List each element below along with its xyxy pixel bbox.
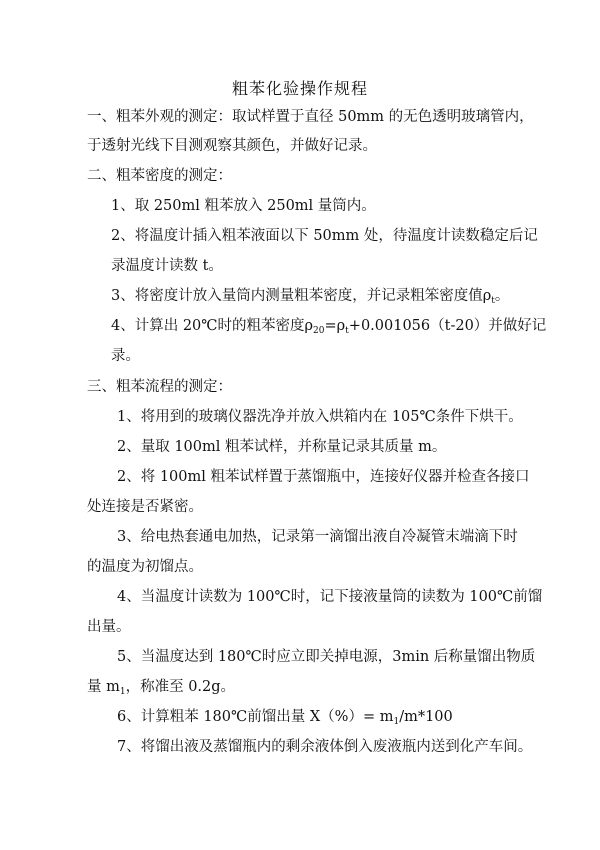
section3-step2a: 2、量取 100ml 粗苯试样，并称量记录其质量 m。	[117, 439, 447, 455]
section2-step4-sub2: t	[345, 326, 349, 336]
section2-step3-text: 3、将密度计放入量筒内测量粗苯密度，并记录粗笨密度值ρ	[111, 288, 492, 304]
section2-heading: 二、粗苯密度的测定：	[87, 168, 232, 184]
section2-step4-sub1: 20	[313, 326, 325, 336]
section2-step4-line2: 录。	[111, 348, 140, 364]
section3-step4-line1: 4、当温度计读数为 100℃时，记下接液量筒的读数为 100℃前馏	[117, 589, 543, 605]
section2-step4-part3: +0.001056（t-20）并做好记	[348, 318, 547, 334]
section2-step4-part2: =ρ	[324, 318, 346, 334]
section2-step2-line2: 录温度计读数 t。	[111, 258, 223, 274]
section3-step3-line2: 的温度为初馏点。	[87, 559, 203, 575]
section3-step1: 1、将用到的玻璃仪器洗净并放入烘箱内在 105℃条件下烘干。	[117, 409, 523, 425]
section3-step4-line2: 出量。	[87, 619, 131, 635]
section2-step3-subscript: t	[491, 296, 495, 306]
section3-step2b-line1: 2、将 100ml 粗苯试样置于蒸馏瓶中，连接好仪器并检查各接口	[117, 469, 530, 485]
section3-step2b-line2: 处连接是否紧密。	[87, 499, 203, 515]
section2-step2-line1: 2、将温度计插入粗苯液面以下 50mm 处，待温度计读数稳定后记	[111, 228, 538, 244]
section3-step7: 7、将馏出液及蒸馏瓶内的剩余液体倒入废液瓶内送到化产车间。	[117, 739, 533, 755]
section2-step4-part1: 4、计算出 20℃时的粗苯密度ρ	[111, 318, 314, 334]
document-title: 粗苯化验操作规程	[231, 79, 368, 98]
section1-line2: 于透射光线下目测观察其颜色，并做好记录。	[87, 138, 377, 154]
section3-step5-mass-sub: 1	[119, 687, 126, 697]
section2-step3-end: 。	[494, 288, 510, 304]
section2-step1: 1、取 250ml 粗苯放入 250ml 量筒内。	[111, 198, 376, 214]
section3-step6	[117, 707, 453, 732]
section3-step6-formula: /m*100	[399, 709, 453, 725]
section1-line1: 一、粗苯外观的测定：取试样置于直径 50mm 的无色透明玻璃管内，	[87, 109, 534, 125]
section3-step3-line1: 3、给电热套通电加热，记录第一滴馏出液自冷凝管末端滴下时	[117, 529, 518, 545]
section2-step3	[111, 286, 509, 311]
section3-step5-mass-label: 量 m	[87, 679, 120, 695]
section3-step5-precision: ，称准至 0.2g。	[125, 679, 236, 695]
section3-step5-line1: 5、当温度达到 180℃时应立即关掉电源，3min 后称量馏出物质	[117, 649, 536, 665]
section3-step6-sub: 1	[393, 717, 400, 727]
section3-heading: 三、粗苯流程的测定：	[87, 379, 232, 395]
section3-step6-text: 6、计算粗苯 180℃前馏出量 X（%）= m	[117, 709, 394, 725]
section3-step5-line2	[87, 677, 235, 702]
section2-step4-line1	[111, 316, 546, 341]
